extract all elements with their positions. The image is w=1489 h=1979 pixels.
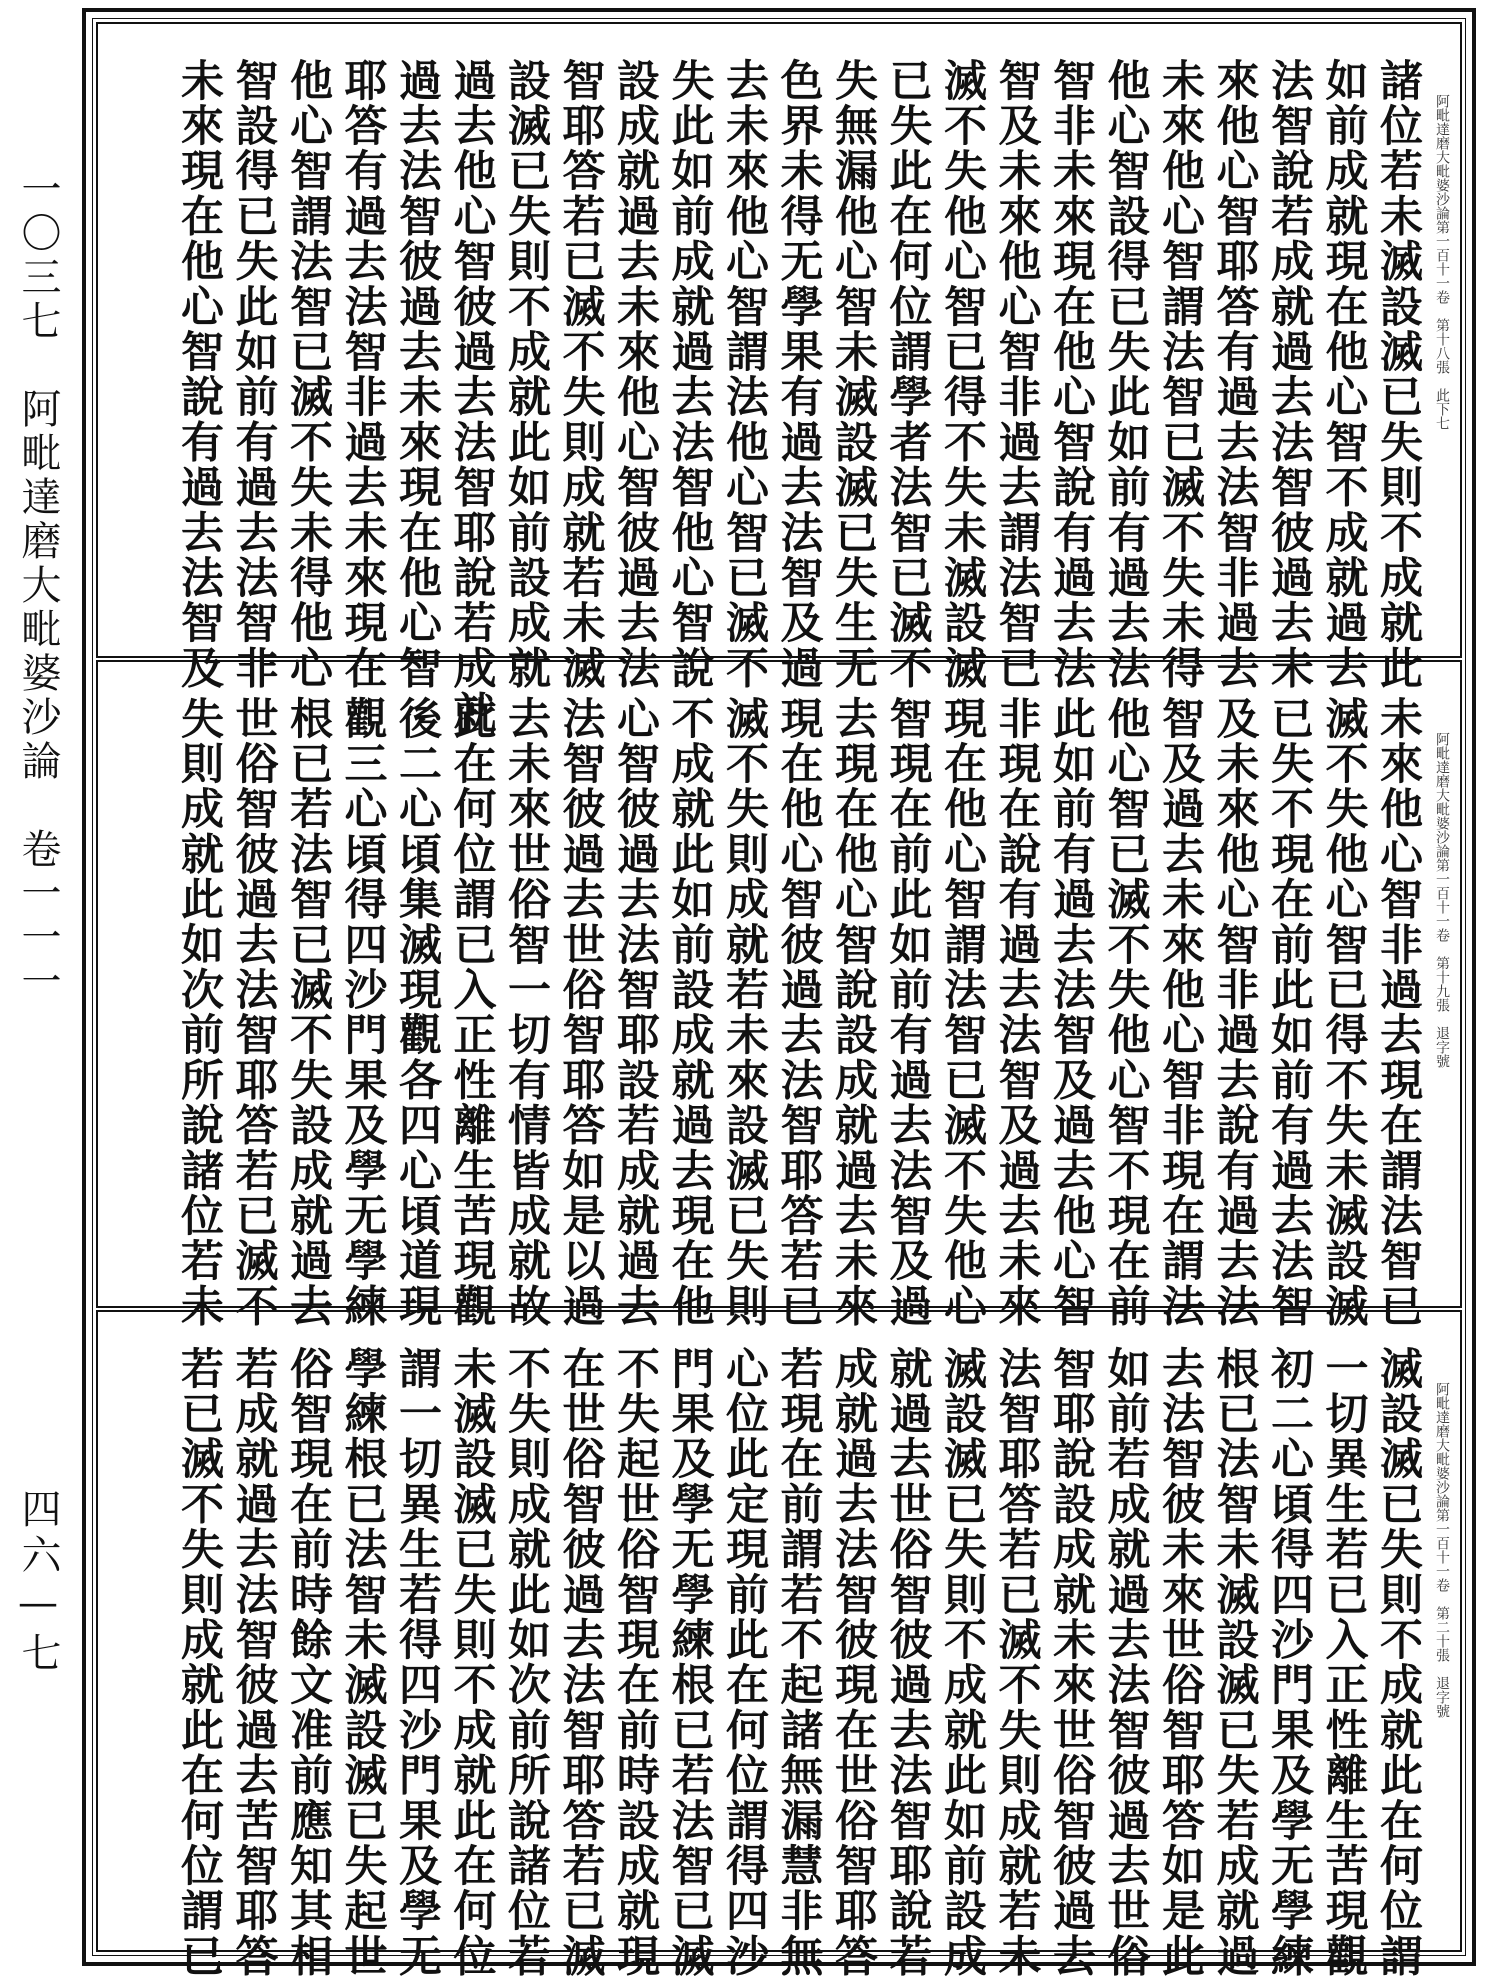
text-column: 滅不失則成就若未來設滅已失則 [719,696,769,1329]
text-column: 若已滅不失則成就此在何位謂已 [174,1346,224,1979]
text-column: 學練根已法智未滅設滅已失起世 [337,1346,388,1979]
text-column: 未滅設滅已失則不成就此在何位 [446,1346,497,1979]
text-column: 如前若成就過去法智彼過去世俗 [1100,1346,1151,1979]
text-column: 不成就此如前設成就過去現在他 [664,696,715,1329]
text-column: 滅不失他心智已得不失未滅設滅 [937,58,987,691]
text-column: 去未來世俗智一切有情皆成就故 [501,696,551,1329]
text-column: 根已法智未滅設滅已失若成就過 [1209,1346,1260,1979]
text-column: 滅不失他心智已得不失未滅設滅 [1318,696,1369,1329]
page-margin [10,108,66,1948]
text-column: 智非未來現在他心智說有過去法 [1046,58,1096,691]
text-column: 心位此定現前此在何位謂得四沙 [719,1346,769,1979]
text-column: 未來現在他心智說有過去法智及 [174,58,224,691]
text-column: 此在何位謂已入正性離生苦現觀 [446,696,497,1329]
text-column: 現在他心智謂法智已滅不失他心 [937,696,987,1329]
text-column: 已失不現在前此如前有過去法智 [1264,696,1314,1329]
text-column: 智設得已失此如前有過去法智非 [228,58,279,691]
text-column: 他心智已滅不失他心智不現在前 [1100,696,1151,1329]
text-column: 在世俗智彼過去法智耶答若已滅 [555,1346,606,1979]
text-column: 若成就過去法智彼過去苦智耶答 [228,1346,279,1979]
text-column: 未來他心智謂法智已滅不失未得 [1155,58,1205,691]
text-column: 俗智現在前時餘文准前應知其相 [283,1346,333,1979]
panel-2-columns [98,662,1460,1329]
margin-title: 一〇三七 阿毗達磨大毗婆沙論 卷一一一 [15,168,61,1004]
text-column: 根已若法智已滅不失設成就過去 [283,696,333,1329]
text-column: 就過去世俗智彼過去法智耶說若 [882,1346,933,1979]
text-column: 未來他心智非過去現在謂法智已 [1373,696,1423,1329]
text-column: 現在他心智彼過去法智耶答若已 [773,696,824,1329]
text-column: 此如前有過去法智及過去他心智 [1046,696,1096,1329]
text-column: 觀三心頃得四沙門果及學无學練 [337,696,388,1329]
panel-header-note: 阿毗達磨大毗婆沙論第一百十一卷 第二十張 退字號 [1434,1382,1450,1718]
text-panel-2 [96,660,1462,1329]
text-column: 耶答有過去法智非過去未來現在 [337,58,388,691]
text-column: 智及過去未來他心智非現在謂法 [1155,696,1205,1329]
text-column: 智及未來他心智非過去謂法智已 [991,58,1042,691]
text-column: 法智彼過去世俗智耶答如是以過 [555,696,606,1329]
text-column: 一切異生若已入正性離生苦現觀 [1318,1346,1369,1979]
text-column: 過去法智彼過去未來現在他心智 [392,58,442,691]
text-column: 失此如前成就過去法智他心智說 [664,58,715,691]
text-column: 設成就過去未來他心智彼過去法 [610,58,660,691]
panel-header-note: 阿毗達磨大毗婆沙論第一百十一卷 第十九張 退字號 [1434,732,1450,1068]
panel-header-note: 阿毗達磨大毗婆沙論第一百十一卷 第十八張 此下七 [1434,94,1450,430]
text-column: 去現在他心智說設成就過去未來 [828,696,878,1329]
text-column: 失無漏他心智未滅設滅已失生无 [828,58,878,691]
text-column: 過去他心智彼過去法智耶說若成就 [446,58,497,736]
text-column: 初二心頃得四沙門果及學无學練 [1264,1346,1314,1979]
panel-3-columns [98,1312,1460,1979]
text-column: 門果及學无學練根已若法智已滅 [664,1346,715,1979]
text-column: 若現在前謂若不起諸無漏慧非無 [773,1346,824,1979]
text-column: 後二心頃集滅現觀各四心頃道現 [392,696,442,1329]
text-column: 智現在前此如前有過去法智及過 [882,696,933,1329]
text-column: 法智耶答若已滅不失則成就若未 [991,1346,1042,1979]
text-column: 他心智謂法智已滅不失未得他心 [283,58,333,691]
text-column: 世俗智彼過去法智耶答若已滅不 [228,696,279,1329]
text-column: 如前成就現在他心智不成就過去 [1318,58,1369,691]
text-column: 謂一切異生若得四沙門果及學无 [392,1346,442,1979]
text-column: 心智彼過去法智耶設若成就過去 [610,696,660,1329]
text-column: 非現在說有過去法智及過去未來 [991,696,1042,1329]
text-column: 及未來他心智非過去說有過去法 [1209,696,1260,1329]
text-column: 不失起世俗智現在前時設成就現 [610,1346,660,1979]
text-column: 諸位若未滅設滅已失則不成就此 [1373,58,1423,691]
text-column: 智耶說設成就未來世俗智彼過去 [1046,1346,1096,1979]
text-panel-3 [96,1310,1462,1979]
margin-page-number: 四六—七 [15,1488,61,1678]
text-column: 智耶答若已滅不失則成就若未滅 [555,58,606,691]
text-column: 他心智設得已失此如前有過去法 [1100,58,1151,691]
text-panel-1 [96,22,1462,736]
text-column: 已失此在何位謂學者法智已滅不 [882,58,933,691]
text-column: 滅設滅已失則不成就此如前設成 [937,1346,987,1979]
text-column: 去未來他心智謂法他心智已滅不 [719,58,769,691]
text-column: 設滅已失則不成就此如前設成就 [501,58,551,691]
text-column: 色界未得无學果有過去法智及過 [773,58,824,691]
panel-1-columns [98,24,1460,736]
text-column: 去法智彼未來世俗智耶答如是此 [1155,1346,1205,1979]
text-column: 法智說若成就過去法智彼過去未 [1264,58,1314,691]
text-column: 滅設滅已失則不成就此在何位謂 [1373,1346,1423,1979]
text-column: 失則成就此如次前所說諸位若未 [174,696,224,1329]
text-column: 成就過去法智彼現在世俗智耶答 [828,1346,878,1979]
text-column: 不失則成就此如次前所說諸位若 [501,1346,551,1979]
text-column: 來他心智耶答有過去法智非過去 [1209,58,1260,691]
